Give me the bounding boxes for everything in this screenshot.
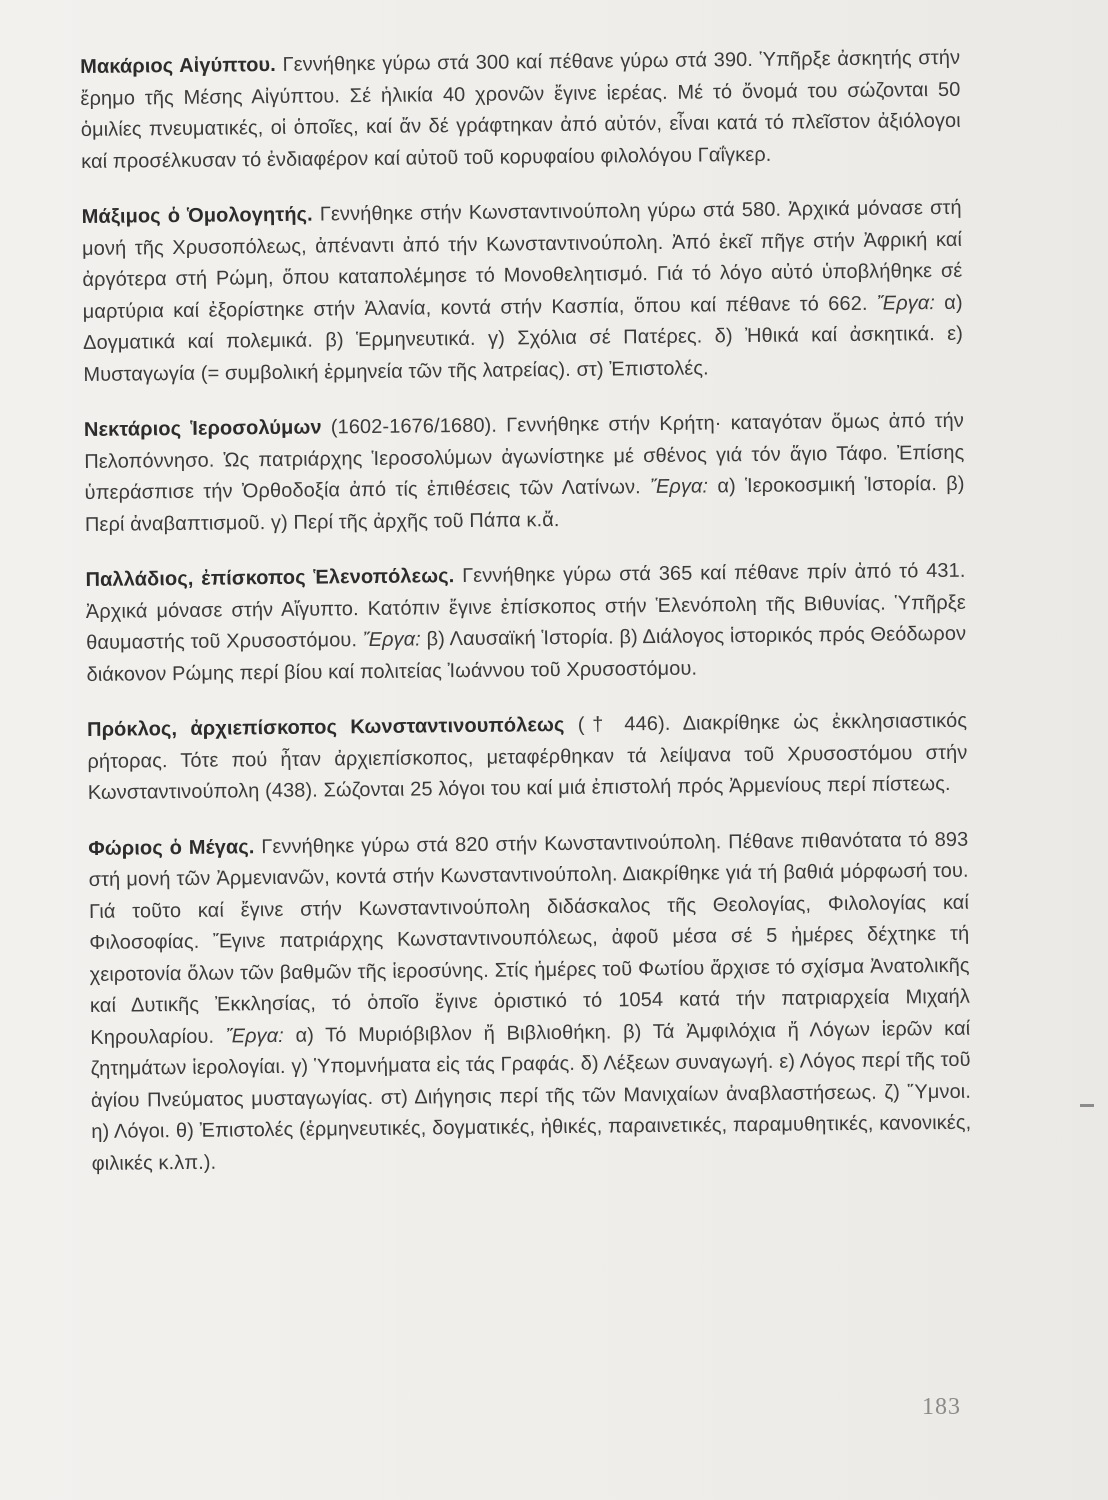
entry-nektarios [84, 406, 965, 541]
entry-name: Φώριος ὁ Μέγας. [88, 835, 255, 860]
entry-text: (1602-1676/1680). Γεννήθηκε στήν Κρήτη· καταγόταν ὅμως ἀπό τήν Πελοπόννησο. Ὡς πατριάρχης Ἱεροσολύμων ἀγωνίστηκε μέ σθένος γιά τόν ἅγιο Τάφο. Ἐπίσης ὑπεράσπισε τήν Ὀρθοδοξία ἀπό τίς ἐπιθέσεις τῶν Λατίνων. [84, 409, 965, 504]
works-label: Ἔργα: [649, 475, 709, 499]
entry-maximos [82, 193, 964, 391]
entry-palladios [85, 556, 966, 691]
page-edge-mark [1080, 1104, 1094, 1107]
entry-name: Παλλάδιος, ἐπίσκοπος Ἑλενοπόλεως. [85, 565, 455, 591]
entry-makarios [80, 43, 961, 178]
works-label: Ἔργα: [362, 628, 422, 652]
entry-works: β) Λαυσαϊκή Ἱστορία. β) Διάλογος ἱστορικός πρός Θεόδωρον διάκονον Ρώμης περί βίου καί πολιτείας Ἰωάννου τοῦ Χρυσοστόμου. [86, 622, 967, 686]
entry-proklos [87, 706, 968, 810]
entry-text: († 446). Διακρίθηκε ὡς ἐκκλησιαστικός ρήτορας. Τότε πού ἦταν ἀρχιεπίσκοπος, μεταφέρθηκαν τά λείψανα τοῦ Χρυσοστόμου στήν Κωνσταντινούπολη (438). Σώζονται 25 λόγοι του καί μιά ἐπιστολή πρός Ἀρμενίους περί πίστεως. [87, 709, 968, 804]
entry-text: Γεννήθηκε γύρω στά 300 καί πέθανε γύρω στά 390. Ὑπῆρξε ἀσκητής στήν ἔρημο τῆς Μέσης Αἰγύπτου. Σέ ἡλικία 40 χρονῶν ἔγινε ἱερέας. Μέ τό ὄνομά του σώζονται 50 ὁμιλίες πνευματικές, οἱ ὁποῖες, καί ἄν δέ γράφτηκαν ἀπό αὐτόν, εἶναι κατά τό πλεῖστον ἀξιόλογοι καί προσέλκυσαν τό ἐνδιαφέρον καί αὐτοῦ τοῦ κορυφαίου φιλολόγου Γαΐγκερ. [80, 46, 961, 173]
entry-name: Νεκτάριος Ἱεροσολύμων [83, 416, 322, 441]
works-label: Ἔργα: [225, 1024, 284, 1048]
entry-works: α) Τό Μυριόβιβλον ἤ Βιβλιοθήκη. β) Τά Ἀμφιλόχια ἤ Λόγων ἱερῶν καί ζητημάτων ἱερολογίαι. γ) Ὑπομνήματα εἰς τάς Γραφάς. δ) Λέξεων συναγωγή. ε) Λόγος περί τῆς τοῦ ἁγίου Πνεύματος μυσταγωγίας. στ) Διήγησις περί τῆς τῶν Μανιχαίων ἀναβλαστήσεως. ζ) Ὕμνοι. η) Λόγοι. θ) Ἐπιστολές (ἑρμηνευτικές, δογματικές, ἠθικές, παραινετικές, παραμυθητικές, κανονικές, φιλικές κ.λπ.). [90, 1017, 972, 1175]
entry-text: Γεννήθηκε στήν Κωνσταντινούπολη γύρω στά 580. Ἀρχικά μόνασε στή μονή τῆς Χρυσοπόλεως, ἀπέναντι ἀπό τήν Κωνσταντινούπολη. Ἀπό ἐκεῖ πῆγε στήν Ἀφρική καί ἀργότερα στή Ρώμη, ὅπου καταπολέμησε τό Μονοθελητισμό. Γιά τό λόγο αὐτό ὑποβλήθηκε σέ μαρτύρια καί ἐξορίστηκε στήν Ἀλανία, κοντά στήν Κασπία, ὅπου καί πέθανε τό 662. [81, 196, 963, 323]
entry-works: α) Δογματικά καί πολεμικά. β) Ἑρμηνευτικά. γ) Σχόλια σέ Πατέρες. δ) Ἠθικά καί ἀσκητικά. ε) Μυσταγωγία (= συμβολική ἑρμηνεία τῶν τῆς λατρείας). στ) Ἐπιστολές. [82, 291, 964, 386]
page-content [80, 43, 972, 1180]
entry-text: Γεννήθηκε γύρω στά 820 στήν Κωνσταντινούπολη. Πέθανε πιθανότατα τό 893 στή μονή τῶν Ἀρμενιανῶν, κοντά στήν Κωνσταντινούπολη. Διακρίθηκε γιά τή βαθιά μόρφωσή του. Γιά τοῦτο καί ἔγινε στήν Κωνσταντινούπολη διδάσκαλος τῆς Θεολογίας, Φιλολογίας καί Φιλοσοφίας. Ἔγινε πατριάρχης Κωνσταντινουπόλεως, ἀφοῦ μέσα σέ 5 ἡμέρες δέχτηκε τή χειροτονία ὅλων τῶν βαθμῶν τῆς ἱεροσύνης. Στίς ἡμέρες τοῦ Φωτίου ἄρχισε τό σχίσμα Ἀνατολικῆς καί Δυτικῆς Ἐκκλησίας, τό ὁποῖο ἔγινε ὁριστικό τό 1054 κατά τήν πατριαρχεία Μιχαήλ Κηρουλαρίου. [88, 828, 971, 1049]
entry-text: Γεννήθηκε γύρω στά 365 καί πέθανε πρίν ἀπό τό 431. Ἀρχικά μόνασε στήν Αἴγυπτο. Κατόπιν ἔγινε ἐπίσκοπος στήν Ἑλενόπολη τῆς Βιθυνίας. Ὑπῆρξε θαυμαστής τοῦ Χρυσοστόμου. [85, 559, 966, 654]
entry-name: Μάξιμος ὁ Ὁμολογητής. [81, 203, 313, 228]
entry-works: α) Ἱεροκοσμική Ἱστορία. β) Περί ἀναβαπτισμοῦ. γ) Περί τῆς ἀρχῆς τοῦ Πάπα κ.ἄ. [84, 472, 965, 536]
entry-name: Μακάριος Αἰγύπτου. [80, 53, 277, 78]
entry-photios [88, 824, 972, 1180]
entry-name: Πρόκλος, ἀρχιεπίσκοπος Κωνσταντινουπόλεως [86, 713, 565, 741]
works-label: Ἔργα: [876, 291, 936, 315]
page-number: 183 [922, 1394, 961, 1420]
